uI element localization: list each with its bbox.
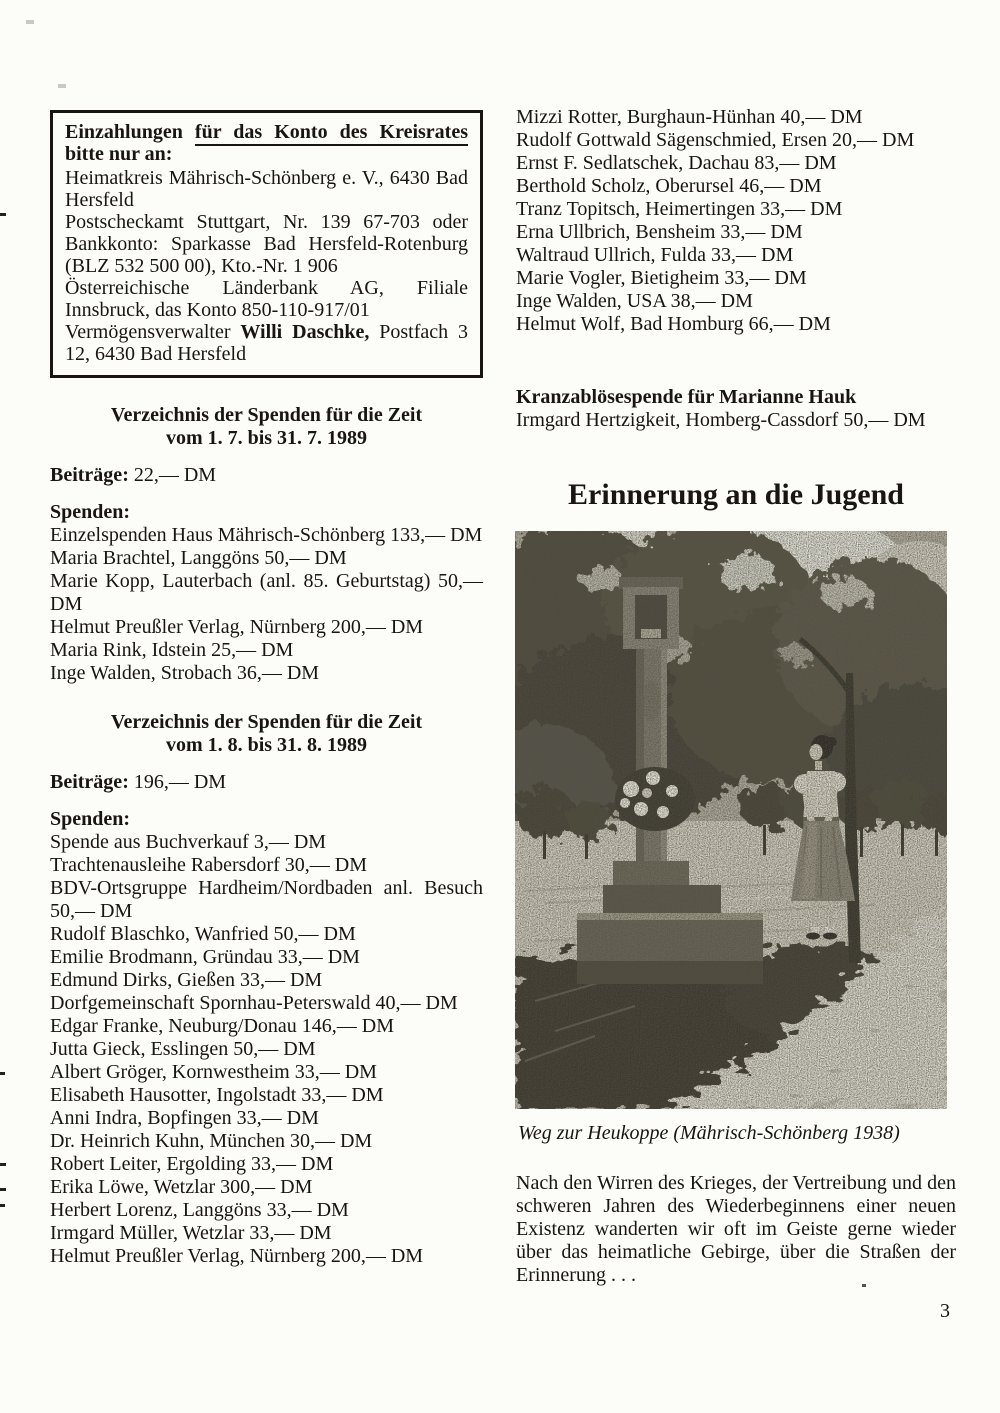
heading-donations-august bbox=[50, 711, 483, 757]
donation-entry: Tranz Topitsch, Heimertingen 33,— DM bbox=[516, 198, 843, 220]
box-line-austria-bank: Österreichische Länderbank AG, Filiale Innsbruck, das Konto 850-110-917/01 bbox=[65, 277, 468, 321]
article-body: Nach den Wirren des Krieges, der Vertreibung und den schweren Jahren des Wiederbeginnens einer neuen Existenz wanderten wir oft im Geiste gerne wieder über das heimatliche Gebirge, über die Straßen der Erinnerung . . . bbox=[516, 1172, 956, 1286]
donation-entry: Herbert Lorenz, Langgöns 33,— DM bbox=[50, 1199, 349, 1221]
donation-entry: Rudolf Gottwald Sägenschmied, Ersen 20,— DM bbox=[516, 129, 915, 151]
donation-entry: Mizzi Rotter, Burghaun-Hünhan 40,— DM bbox=[516, 106, 863, 128]
beitraege-august bbox=[50, 771, 483, 794]
donation-entry: Irmgard Müller, Wetzlar 33,— DM bbox=[50, 1222, 332, 1244]
scan-artifact bbox=[0, 1163, 6, 1166]
donation-entry: Dorfgemeinschaft Spornhau-Peterswald 40,— DM bbox=[50, 992, 458, 1014]
donation-entry: Maria Brachtel, Langgöns 50,— DM bbox=[50, 547, 347, 569]
scan-artifact bbox=[26, 20, 34, 24]
scan-artifact bbox=[0, 1204, 5, 1207]
donation-entry: Elisabeth Hausotter, Ingolstadt 33,— DM bbox=[50, 1084, 384, 1106]
donation-entry: Maria Rink, Idstein 25,— DM bbox=[50, 639, 294, 661]
beitraege-july bbox=[50, 464, 483, 487]
donation-entry: Inge Walden, USA 38,— DM bbox=[516, 290, 753, 312]
heading-line-1: Verzeichnis der Spenden für die Zeit bbox=[110, 711, 423, 733]
photo-weg-zur-heukoppe bbox=[515, 531, 947, 1109]
photo-caption: Weg zur Heukoppe (Mährisch-Schönberg 1938) bbox=[518, 1122, 900, 1144]
heading-underlined-text: für das Konto des Kreisrates bbox=[195, 121, 468, 146]
heading-line-2: vom 1. 7. bis 31. 7. 1989 bbox=[165, 427, 368, 449]
payment-box-heading bbox=[65, 121, 468, 165]
donation-entry: Trachtenausleihe Rabersdorf 30,— DM bbox=[50, 854, 367, 876]
heading-suffix: bitte nur an: bbox=[65, 143, 173, 165]
donation-list-carryover bbox=[516, 106, 956, 336]
heading-prefix: Einzahlungen bbox=[65, 121, 195, 143]
heading-donations-july bbox=[50, 404, 483, 450]
manager-suffix: Postfach 3 12, 6430 Bad Hersfeld bbox=[65, 321, 468, 365]
article-title: Erinnerung an die Jugend bbox=[568, 478, 904, 511]
donation-entry: Robert Leiter, Ergolding 33,— DM bbox=[50, 1153, 334, 1175]
donation-entry: Helmut Wolf, Bad Homburg 66,— DM bbox=[516, 313, 831, 335]
donation-entry: Marie Kopp, Lauterbach (anl. 85. Geburtstag) 50,— DM bbox=[50, 570, 483, 615]
donation-entry: Berthold Scholz, Oberursel 46,— DM bbox=[516, 175, 822, 197]
beitraege-label: Beiträge: bbox=[50, 464, 129, 486]
left-column bbox=[50, 110, 483, 1268]
donation-entry: BDV-Ortsgruppe Hardheim/Nordbaden anl. Besuch 50,— DM bbox=[50, 877, 483, 922]
donation-list-july bbox=[50, 524, 483, 685]
box-line-bank: Postscheckamt Stuttgart, Nr. 139 67-703 oder Bankkonto: Sparkasse Bad Hersfeld-Rotenburg (BLZ 532 500 00), Kto.-Nr. 1 906 bbox=[65, 211, 468, 277]
beitraege-label: Beiträge: bbox=[50, 771, 129, 793]
manager-name: Willi Daschke, bbox=[240, 321, 370, 343]
donation-entry: Einzelspenden Haus Mährisch-Schönberg 133,— DM bbox=[50, 524, 483, 546]
scan-artifact bbox=[0, 213, 6, 216]
photo-image bbox=[515, 531, 947, 1109]
donation-entry: Rudolf Blaschko, Wanfried 50,— DM bbox=[50, 923, 356, 945]
heading-line-1: Verzeichnis der Spenden für die Zeit bbox=[110, 404, 423, 426]
scan-artifact bbox=[0, 1072, 5, 1075]
donation-entry: Edgar Franke, Neuburg/Donau 146,— DM bbox=[50, 1015, 395, 1037]
beitraege-value: 22,— DM bbox=[133, 464, 217, 486]
donation-entry: Inge Walden, Strobach 36,— DM bbox=[50, 662, 320, 684]
donation-entry: Albert Gröger, Kornwestheim 33,— DM bbox=[50, 1061, 377, 1083]
scan-artifact bbox=[58, 84, 66, 88]
right-column bbox=[516, 0, 956, 1413]
donation-entry: Emilie Brodmann, Gründau 33,— DM bbox=[50, 946, 360, 968]
scan-artifact bbox=[862, 1284, 866, 1287]
page-number: 3 bbox=[940, 1300, 950, 1322]
donation-entry: Marie Vogler, Bietigheim 33,— DM bbox=[516, 267, 807, 289]
donation-entry: Helmut Preußler Verlag, Nürnberg 200,— DM bbox=[50, 1245, 424, 1267]
donation-list-august bbox=[50, 831, 483, 1268]
box-line-manager bbox=[65, 321, 468, 365]
kranz-entry: Irmgard Hertzigkeit, Homberg-Cassdorf 50,— DM bbox=[516, 409, 926, 431]
kranz-title: Kranzablösespende für Marianne Hauk bbox=[516, 386, 857, 408]
donation-entry: Erika Löwe, Wetzlar 300,— DM bbox=[50, 1176, 313, 1198]
scan-artifact bbox=[0, 1188, 6, 1191]
donation-entry: Jutta Gieck, Esslingen 50,— DM bbox=[50, 1038, 316, 1060]
donation-entry: Erna Ullbrich, Bensheim 33,— DM bbox=[516, 221, 803, 243]
kranz-section bbox=[516, 386, 956, 432]
manager-prefix: Vermögensverwalter bbox=[65, 321, 241, 343]
payment-info-box bbox=[50, 110, 483, 378]
donation-entry: Helmut Preußler Verlag, Nürnberg 200,— DM bbox=[50, 616, 424, 638]
donation-entry: Waltraud Ullrich, Fulda 33,— DM bbox=[516, 244, 794, 266]
donation-entry: Ernst F. Sedlatschek, Dachau 83,— DM bbox=[516, 152, 837, 174]
donation-entry: Edmund Dirks, Gießen 33,— DM bbox=[50, 969, 323, 991]
spenden-label-august: Spenden: bbox=[50, 808, 131, 830]
donation-entry: Anni Indra, Bopfingen 33,— DM bbox=[50, 1107, 319, 1129]
heading-line-2: vom 1. 8. bis 31. 8. 1989 bbox=[165, 734, 368, 756]
spenden-label-july: Spenden: bbox=[50, 501, 131, 523]
box-line-address: Heimatkreis Mährisch-Schönberg e. V., 6430 Bad Hersfeld bbox=[65, 167, 468, 211]
donation-entry: Spende aus Buchverkauf 3,— DM bbox=[50, 831, 327, 853]
beitraege-value: 196,— DM bbox=[133, 771, 227, 793]
donation-entry: Dr. Heinrich Kuhn, München 30,— DM bbox=[50, 1130, 373, 1152]
